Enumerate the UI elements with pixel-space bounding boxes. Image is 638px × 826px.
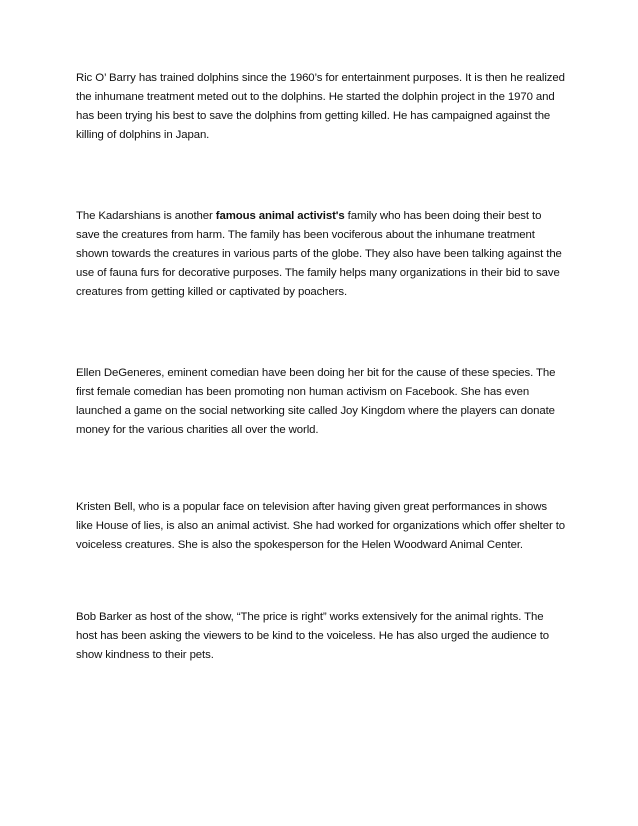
- paragraph-ric-obarry: Ric O’ Barry has trained dolphins since the 1960’s for entertainment purposes. It is then he realized the inhumane treatment meted out to the dolphins. He started the dolphin project in the 1970 and has been trying his best to save the dolphins from getting killed. He has campaigned against the killing of dolphins in Japan.: [76, 72, 565, 141]
- paragraph-kardashians: [76, 207, 566, 302]
- paragraph-bob-barker: Bob Barker as host of the show, “The price is right” works extensively for the animal rights. The host has been asking the viewers to be kind to the voiceless. He has also urged the audience to show kindness to their pets.: [76, 611, 550, 661]
- paragraph-kardashians-text-start: The Kadarshians is another: [76, 210, 216, 222]
- paragraph-kristen-bell: Kristen Bell, who is a popular face on television after having given great performances in shows like House of lies, is also an animal activist. She had worked for organizations which offer shelter to voiceless creatures. She is also the spokesperson for the Helen Woodward Animal Center.: [76, 501, 566, 551]
- paragraph-kardashians-text-end: family who has been doing their best to save the creatures from harm. The family has been vociferous about the inhumane treatment shown towards the creatures in various parts of the globe. They also have been talking against the use of fauna furs for decorative purposes. The family helps many organizations in their bid to save creatures from getting killed or captivated by poachers.: [76, 210, 562, 298]
- famous-animal-activist-bold: famous animal activist's: [215, 210, 345, 222]
- paragraph-ellen-degeneres: Ellen DeGeneres, eminent comedian have been doing her bit for the cause of these species. The first female comedian has been promoting non human activism on Facebook. She has even launched a game on the social networking site called Joy Kingdom where the players can donate money for the various charities all over the world.: [76, 367, 556, 436]
